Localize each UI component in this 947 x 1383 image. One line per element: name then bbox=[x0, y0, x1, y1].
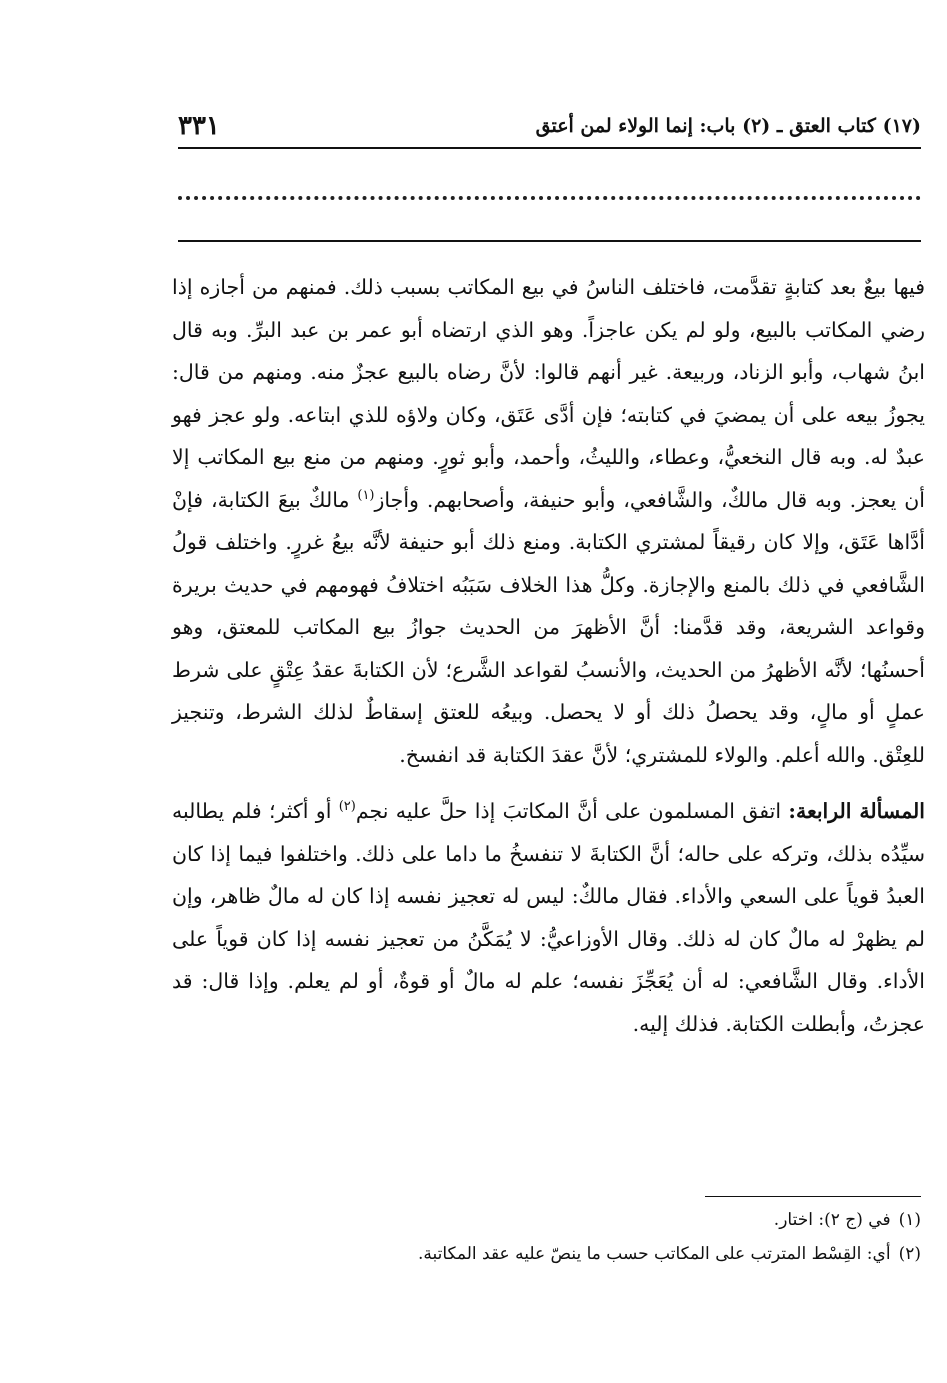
footnote-text: أي: القِسْط المترتب على المكاتب حسب ما ينصّ عليه عقد المكاتبة. bbox=[417, 1244, 891, 1264]
footnotes bbox=[178, 1203, 921, 1271]
footnote-2 bbox=[178, 1237, 921, 1271]
page-number: ٣٣١ bbox=[178, 111, 220, 141]
footnote-rule bbox=[705, 1196, 921, 1197]
paragraph-1-text: فيها بيعٌ بعد كتابةٍ تقدَّمت، فاختلف الناسُ في بيع المكاتب بسبب ذلك. فمنهم من أجازه إذا رضي المكاتب بالبيع، ولو لم يكن عاجزاً. وهو الذي ارتضاه أبو عمر بن عبد البرِّ. وبه قال ابنُ شهاب، وأبو الزناد، وربيعة. غير أنهم قالوا: لأنَّ رضاه بالبيع عجزٌ منه. ومنهم من قال: يجوزُ بيعه على أن يمضيَ في كتابته؛ فإن أدَّى عَتَق، وكان ولاؤه للذي ابتاعه. ولو عجز فهو عبدٌ له. وبه قال النخعيُّ، وعطاء، والليثُ، وأحمد، وأبو ثورٍ. ومنهم من منع بيع المكاتب إلا أن يعجز. وبه قال مالكٌ، والشَّافعي، وأبو حنيفة، وأصحابهم. وأجاز bbox=[172, 275, 925, 512]
paragraph-1 bbox=[172, 266, 925, 776]
header-title: (١٧) كتاب العتق ـ (٢) باب: إنما الولاء لمن أعتق bbox=[535, 115, 921, 137]
running-header bbox=[178, 108, 921, 144]
paragraph-1-continued: مالكٌ بيعَ الكتابة، فإنْ أدَّاها عَتَق، وإلا كان رقيقاً لمشتري الكتابة. ومنع ذلك أبو حنيفة لأنَّه بيعُ غررٍ. واختلف قولُ الشَّافعي في ذلك بالمنع والإجازة. وكلُّ هذا الخلاف سَبَبُه اختلافُ فهومهم في حديث بريرة وقواعد الشريعة، وقد قدَّمنا: أنَّ الأظهرَ من الحديث جوازُ بيع المكاتب للمعتق، وهو أحسنُها؛ لأنَّه الأظهرُ من الحديث، والأنسبُ لقواعد الشَّرع؛ لأن الكتابةَ عقدُ عِتْقٍ على شرط عملٍ أو مالٍ، وقد يحصلُ ذلك أو لا يحصل. وبيعُه للعتق إسقاطٌ لذلك الشرط، وتنجيز للعِتْق. والله أعلم. والولاء للمشتري؛ لأنَّ عقدَ الكتابة قد انفسخ. bbox=[172, 487, 925, 767]
footnote-1 bbox=[178, 1203, 921, 1237]
footnote-number: (٢) bbox=[898, 1244, 921, 1264]
header-rule bbox=[178, 147, 921, 149]
paragraph-gap bbox=[172, 776, 925, 790]
issue-label: المسألة الرابعة: bbox=[788, 799, 925, 823]
footnote-text: في (ج ٢): اختار. bbox=[773, 1210, 891, 1230]
footnote-marker-1[interactable]: (١) bbox=[357, 487, 375, 503]
paragraph-2-continued: أو أكثر؛ فلم يطالبه سيِّدُه بذلك، وتركه على حاله؛ أنَّ الكتابةَ لا تنفسخُ ما داما على ذلك. واختلفوا فيما إذا كان العبدُ قوياً على السعي والأداء. فقال مالكٌ: ليس له تعجيز نفسه إذا كان له مالٌ ظاهر، وإن لم يظهرْ له مالٌ كان له ذلك. وقال الأوزاعيُّ: لا يُمَكَّنُ من تعجيز نفسه إذا كان قوياً على الأداء. وقال الشَّافعي: له أن يُعَجِّزَ نفسه؛ علم له مالٌ أو قوةٌ، أو لم يعلم. وإذا قال: قد عجزتُ، وأبطلت الكتابة. فذلك إليه. bbox=[172, 799, 925, 1036]
footnote-marker-2[interactable]: (٢) bbox=[338, 799, 356, 815]
paragraph-2-text: اتفق المسلمون على أنَّ المكاتبَ إذا حلَّ عليه نجم bbox=[355, 799, 789, 823]
footnote-number: (١) bbox=[898, 1210, 921, 1230]
section-separator bbox=[178, 240, 921, 242]
body-text bbox=[172, 266, 925, 1045]
dotted-separator bbox=[178, 196, 921, 212]
paragraph-2 bbox=[172, 790, 925, 1045]
